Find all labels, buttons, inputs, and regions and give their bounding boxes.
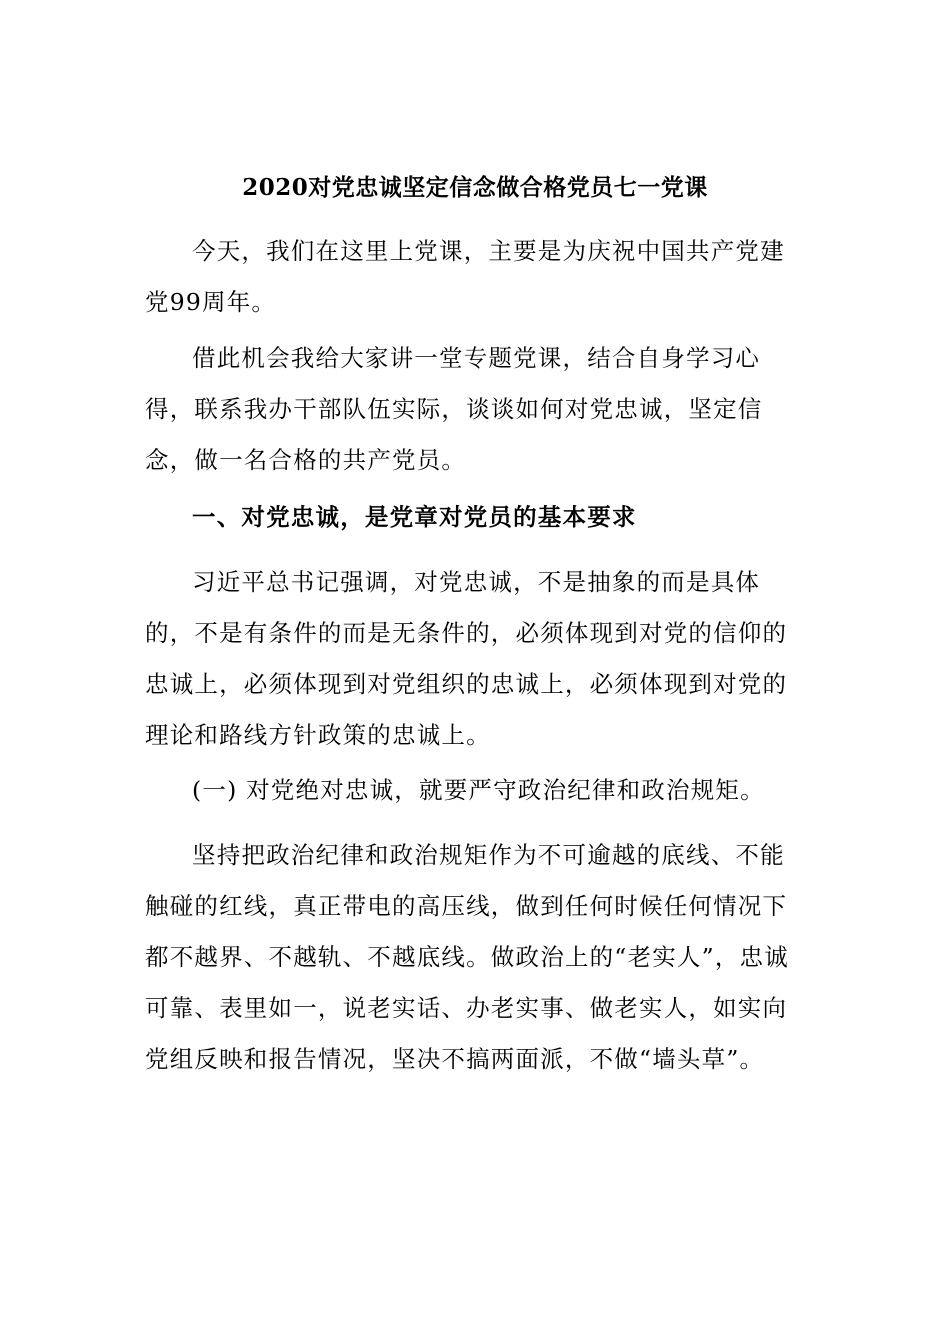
paragraph-intro: 今天，我们在这里上党课，主要是为庆祝中国共产党建党99周年。: [145, 237, 785, 316]
section-heading-1: 一、对党忠诚，是党章对党员的基本要求: [192, 503, 637, 531]
document-title: 2020对党忠诚坚定信念做合格党员七一党课: [242, 174, 708, 201]
paragraph-purpose: 借此机会我给大家讲一堂专题党课，结合自身学习心得，联系我办干部队伍实际，谈谈如何对党忠诚，坚定信念，做一名合格的共产党员。: [145, 344, 763, 474]
paragraph-discipline: 坚持把政治纪律和政治规矩作为不可逾越的底线、不能触碰的红线，真正带电的高压线，做到任何时候任何情况下都不越界、不越轨、不越底线。做政治上的“老实人”，忠诚可靠、表里如一，说老实话、办老实事、做老实人，如实向党组反映和报告情况，坚决不搞两面派，不做“墙头草”。: [145, 841, 789, 1073]
subsection-heading-1: (一) 对党绝对忠诚，就要严守政治纪律和政治规矩。: [192, 776, 765, 804]
paragraph-xi-quote: 习近平总书记强调，对党忠诚，不是抽象的而是具体的，不是有条件的而是无条件的，必须体现到对党的信仰的忠诚上，必须体现到对党组织的忠诚上，必须体现到对党的理论和路线方针政策的忠诚上。: [145, 568, 788, 749]
